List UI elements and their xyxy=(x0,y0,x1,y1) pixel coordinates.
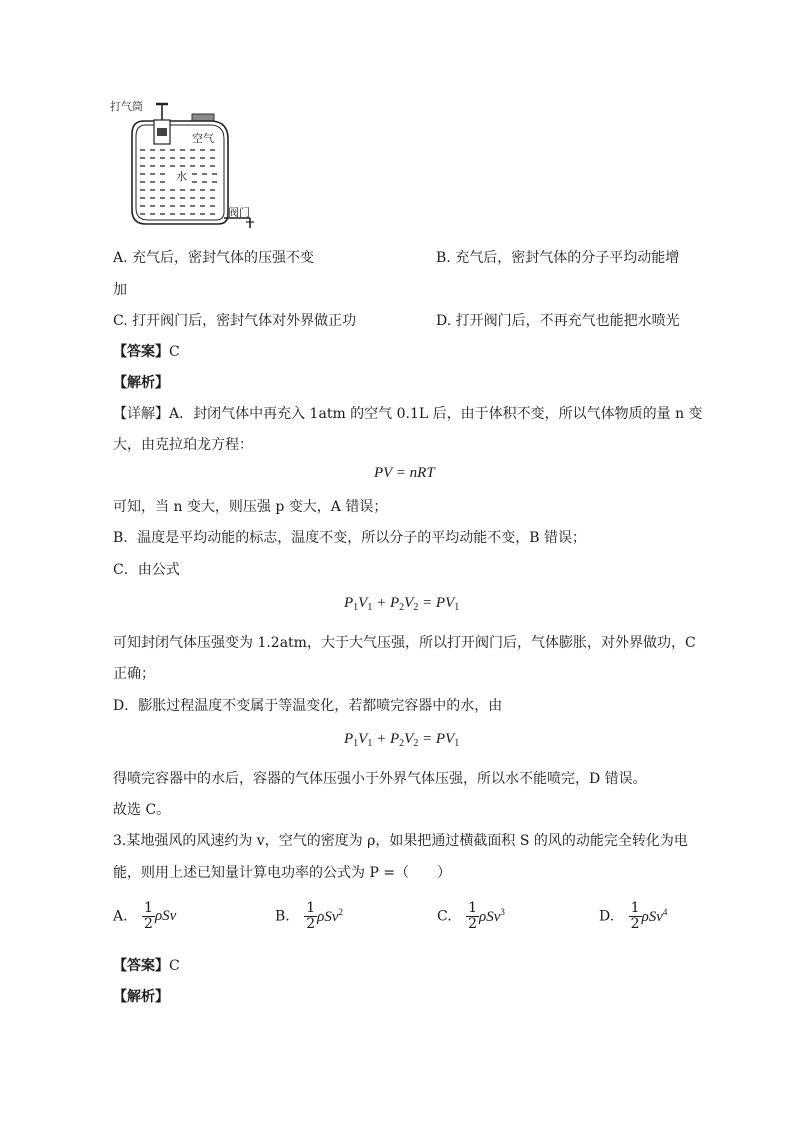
q3-answer-value: C xyxy=(169,958,180,974)
q3-option-c-fraction: $\frac{1}{2}$ xyxy=(468,900,478,932)
label-pump: 打气筒 xyxy=(110,100,143,113)
q3-option-c xyxy=(437,901,505,932)
q3-option-d-expr: ρSv$^4$ xyxy=(641,907,668,925)
label-air: 空气 xyxy=(192,132,214,145)
container-figure xyxy=(110,98,270,238)
q3-analysis-tag: 【解析】 xyxy=(113,989,169,1005)
q2-option-b: B. 充气后，密封气体的分子平均动能增 xyxy=(436,250,680,266)
q3-option-a-label: A. xyxy=(113,908,128,925)
q2-detail-line-6: 可知封闭气体压强变为 1.2atm，大于大气压强，所以打开阀门后，气体膨胀，对外界做功，C xyxy=(113,635,696,651)
q3-stem-line-2: 能，则用上述已知量计算电功率的公式为 P =（ ） xyxy=(113,865,452,881)
q2-option-a: A. 充气后，密封气体的压强不变 xyxy=(113,250,315,266)
q2-option-c: C. 打开阀门后，密封气体对外界做正功 xyxy=(113,313,357,329)
q2-detail-line-10: 故选 C。 xyxy=(113,802,171,818)
q2-analysis-tag: 【解析】 xyxy=(113,375,169,391)
q2-detail-line-7: 正确； xyxy=(113,666,155,682)
q2-detail-line-5: C．由公式 xyxy=(113,562,180,578)
q2-detail-line-4: B．温度是平均动能的标志，温度不变，所以分子的平均动能不变，B 错误； xyxy=(113,530,587,546)
q3-option-d-fraction: $\frac{1}{2}$ xyxy=(630,900,640,932)
q3-stem-line-1: 3.某地强风的风速约为 v，空气的密度为 ρ，如果把通过横截面积 S 的风的动能完全转化为电 xyxy=(113,833,688,849)
label-water: 水 xyxy=(176,170,187,183)
q2-detail-line-8: D．膨胀过程温度不变属于等温变化，若都喷完容器中的水，由 xyxy=(113,698,503,714)
q3-option-d xyxy=(599,901,667,932)
q2-option-d: D. 打开阀门后，不再充气也能把水喷光 xyxy=(436,313,680,329)
container-diagram xyxy=(110,98,270,238)
q2-detail-line-9: 得喷完容器中的水后，容器的气体压强小于外界气体压强，所以水不能喷完，D 错误。 xyxy=(113,771,647,787)
q3-option-c-label: C. xyxy=(437,908,452,925)
q2-detail-line-1: 【详解】A．封闭气体中再充入 1atm 的空气 0.1L 后，由于体积不变，所以气体物质的量 n 变 xyxy=(113,406,703,422)
q2-equation-3: $P_1V_1 + P_2V_2 = PV_1$ xyxy=(344,731,460,749)
q2-answer-tag: 【答案】 xyxy=(113,344,169,360)
q2-answer xyxy=(113,342,180,362)
q2-option-b-continued: 加 xyxy=(113,282,127,298)
q2-detail-line-3: 可知，当 n 变大，则压强 p 变大，A 错误； xyxy=(113,499,388,515)
q3-option-a xyxy=(113,901,176,932)
q2-equation-1: PV = nRT xyxy=(374,465,435,481)
q3-answer-tag: 【答案】 xyxy=(113,958,169,974)
q3-option-b-label: B. xyxy=(275,908,290,925)
q3-option-d-label: D. xyxy=(599,908,615,925)
label-valve: 阀门 xyxy=(228,206,250,219)
q3-answer xyxy=(113,956,180,976)
q3-option-a-fraction: $\frac{1}{2}$ xyxy=(144,900,153,932)
q2-detail-line-2: 大，由克拉珀龙方程： xyxy=(113,437,253,453)
q3-option-b xyxy=(275,901,343,932)
q3-option-c-expr: ρSv$^3$ xyxy=(479,907,505,925)
q3-option-b-fraction: $\frac{1}{2}$ xyxy=(306,900,316,932)
q2-answer-value: C xyxy=(169,344,180,360)
q3-option-b-expr: ρSv$^2$ xyxy=(317,907,343,925)
q3-option-a-expr: ρSv xyxy=(154,908,177,924)
q2-equation-2: $P_1V_1 + P_2V_2 = PV_1$ xyxy=(344,595,460,613)
